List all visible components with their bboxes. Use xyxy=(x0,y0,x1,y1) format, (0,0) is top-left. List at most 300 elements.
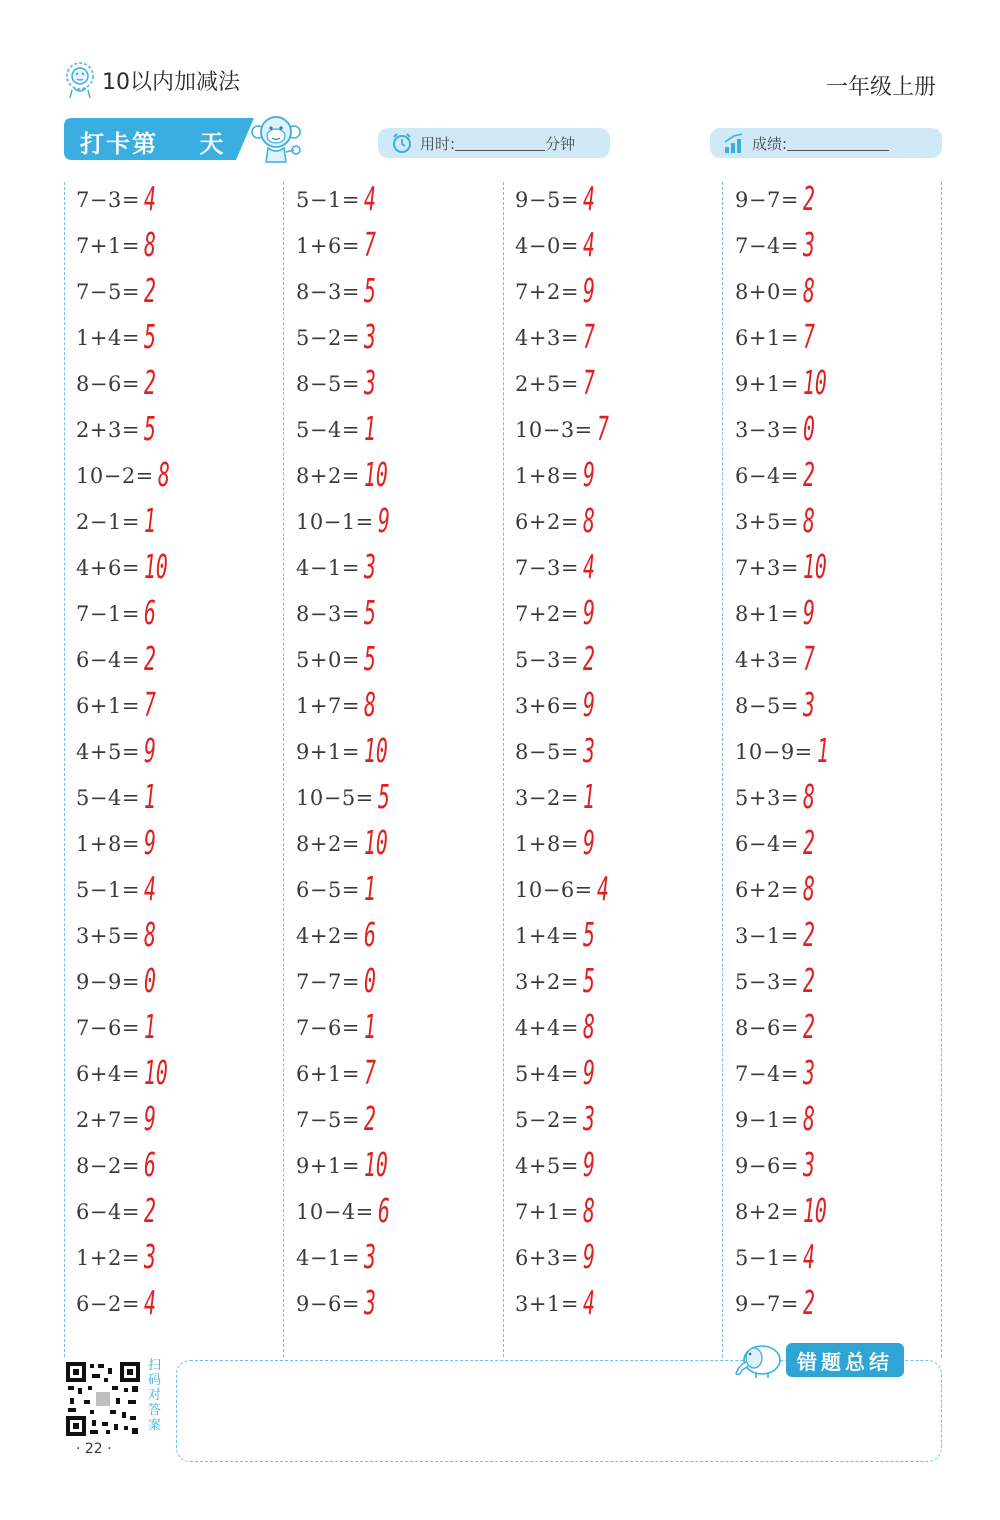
problem-equation: 6−4= xyxy=(76,648,140,672)
problem-row xyxy=(735,1283,945,1332)
handwritten-answer: 4 xyxy=(597,869,609,908)
problem-equation: 9+1= xyxy=(735,372,799,396)
problem-row xyxy=(76,1145,286,1194)
problem-row xyxy=(76,731,286,780)
problem-equation: 7−3= xyxy=(515,556,579,580)
handwritten-answer: 10 xyxy=(364,731,388,770)
problem-equation: 3+1= xyxy=(515,1292,579,1316)
handwritten-answer: 5 xyxy=(364,593,376,632)
handwritten-answer: 1 xyxy=(364,1007,376,1046)
problem-equation: 10−2= xyxy=(76,464,154,488)
handwritten-answer: 3 xyxy=(803,1145,815,1184)
handwritten-answer: 1 xyxy=(583,777,595,816)
handwritten-answer: 4 xyxy=(803,1237,815,1276)
handwritten-answer: 6 xyxy=(364,915,376,954)
handwritten-answer: 9 xyxy=(144,731,156,770)
header-left xyxy=(62,58,240,102)
problem-row xyxy=(515,823,725,872)
problem-equation: 9−7= xyxy=(735,1292,799,1316)
problem-row xyxy=(296,225,506,274)
problem-row xyxy=(515,547,725,596)
problem-equation: 8−2= xyxy=(76,1154,140,1178)
handwritten-answer: 5 xyxy=(378,777,390,816)
problem-row xyxy=(296,1007,506,1056)
problem-row xyxy=(76,869,286,918)
problem-equation: 4+5= xyxy=(76,740,140,764)
problem-row xyxy=(735,961,945,1010)
handwritten-answer: 1 xyxy=(364,409,376,448)
lion-icon xyxy=(62,60,98,100)
problem-equation: 6−2= xyxy=(76,1292,140,1316)
problem-equation: 8−6= xyxy=(735,1016,799,1040)
handwritten-answer: 10 xyxy=(803,363,827,402)
problem-row xyxy=(735,1145,945,1194)
handwritten-answer: 7 xyxy=(803,317,815,356)
problem-equation: 1+4= xyxy=(76,326,140,350)
problem-row xyxy=(515,915,725,964)
handwritten-answer: 7 xyxy=(583,317,595,356)
problem-equation: 7+1= xyxy=(515,1200,579,1224)
time-label: 用时: xyxy=(420,134,456,153)
handwritten-answer: 3 xyxy=(364,1237,376,1276)
problem-row xyxy=(515,271,725,320)
problem-row xyxy=(735,777,945,826)
handwritten-answer: 7 xyxy=(364,1053,376,1092)
problem-equation: 1+8= xyxy=(515,464,579,488)
day-tag xyxy=(64,118,254,160)
problem-row xyxy=(76,501,286,550)
handwritten-answer: 8 xyxy=(583,1191,595,1230)
problem-row xyxy=(735,823,945,872)
problem-row xyxy=(76,1053,286,1102)
time-blank[interactable] xyxy=(455,136,545,151)
problem-row xyxy=(296,961,506,1010)
problem-grid xyxy=(64,179,942,1357)
handwritten-answer: 6 xyxy=(378,1191,390,1230)
problem-row xyxy=(296,869,506,918)
handwritten-answer: 8 xyxy=(583,1007,595,1046)
handwritten-answer: 10 xyxy=(144,1053,168,1092)
problem-row xyxy=(76,961,286,1010)
problem-row xyxy=(515,363,725,412)
problem-equation: 5−1= xyxy=(76,878,140,902)
handwritten-answer: 8 xyxy=(158,455,170,494)
problem-equation: 9−5= xyxy=(515,188,579,212)
problem-row xyxy=(735,1191,945,1240)
handwritten-answer: 6 xyxy=(144,593,156,632)
problem-equation: 1+7= xyxy=(296,694,360,718)
problem-row xyxy=(296,455,506,504)
problem-row xyxy=(515,1283,725,1332)
problem-row xyxy=(735,1099,945,1148)
problem-equation: 3+5= xyxy=(735,510,799,534)
handwritten-answer: 1 xyxy=(144,777,156,816)
problem-equation: 5+3= xyxy=(735,786,799,810)
problem-equation: 9−1= xyxy=(735,1108,799,1132)
problem-row xyxy=(515,179,725,228)
handwritten-answer: 4 xyxy=(144,869,156,908)
problem-equation: 4+6= xyxy=(76,556,140,580)
problem-equation: 4+2= xyxy=(296,924,360,948)
problem-row xyxy=(296,639,506,688)
handwritten-answer: 9 xyxy=(583,823,595,862)
problem-row xyxy=(515,409,725,458)
handwritten-answer: 2 xyxy=(364,1099,376,1138)
problem-equation: 5−2= xyxy=(296,326,360,350)
handwritten-answer: 4 xyxy=(583,225,595,264)
problem-row xyxy=(76,455,286,504)
problem-row xyxy=(296,731,506,780)
problem-equation: 10−1= xyxy=(296,510,374,534)
qr-caption: 扫码对答案 xyxy=(148,1358,162,1433)
problem-equation: 8+1= xyxy=(735,602,799,626)
handwritten-answer: 3 xyxy=(364,317,376,356)
problem-equation: 7−4= xyxy=(735,1062,799,1086)
handwritten-answer: 10 xyxy=(364,1145,388,1184)
problem-row xyxy=(76,823,286,872)
handwritten-answer: 8 xyxy=(803,1099,815,1138)
problem-equation: 10−6= xyxy=(515,878,593,902)
problem-row xyxy=(515,1099,725,1148)
handwritten-answer: 2 xyxy=(583,639,595,678)
handwritten-answer: 3 xyxy=(364,363,376,402)
handwritten-answer: 2 xyxy=(803,1007,815,1046)
problem-equation: 5+4= xyxy=(515,1062,579,1086)
problem-row xyxy=(735,317,945,366)
problem-equation: 7−3= xyxy=(76,188,140,212)
handwritten-answer: 2 xyxy=(803,915,815,954)
handwritten-answer: 10 xyxy=(364,455,388,494)
problem-row xyxy=(76,179,286,228)
problem-row xyxy=(515,685,725,734)
problem-row xyxy=(515,731,725,780)
day-label: 打卡第 天 xyxy=(80,130,226,158)
problem-equation: 2+7= xyxy=(76,1108,140,1132)
problem-equation: 6−4= xyxy=(735,832,799,856)
handwritten-answer: 4 xyxy=(583,1283,595,1322)
workbook-title: 10以内加减法 xyxy=(102,69,240,95)
problem-row xyxy=(296,1283,506,1332)
problem-equation: 8−6= xyxy=(76,372,140,396)
problem-equation: 6−4= xyxy=(76,1200,140,1224)
problem-equation: 10−3= xyxy=(515,418,593,442)
problem-row xyxy=(76,915,286,964)
problem-equation: 9−6= xyxy=(735,1154,799,1178)
handwritten-answer: 8 xyxy=(144,225,156,264)
problem-equation: 6+1= xyxy=(76,694,140,718)
problem-row xyxy=(296,1191,506,1240)
problem-equation: 7−5= xyxy=(296,1108,360,1132)
handwritten-answer: 7 xyxy=(144,685,156,724)
problem-equation: 4−1= xyxy=(296,556,360,580)
problem-equation: 4−0= xyxy=(515,234,579,258)
handwritten-answer: 2 xyxy=(144,363,156,402)
problem-row xyxy=(296,179,506,228)
problem-equation: 7−5= xyxy=(76,280,140,304)
problem-row xyxy=(76,639,286,688)
problem-row xyxy=(735,869,945,918)
time-unit: 分钟 xyxy=(545,134,576,153)
page-number: · 22 · xyxy=(76,1441,112,1457)
problem-row xyxy=(296,317,506,366)
handwritten-answer: 8 xyxy=(144,915,156,954)
problem-row xyxy=(515,639,725,688)
problem-equation: 3+2= xyxy=(515,970,579,994)
problem-row xyxy=(515,593,725,642)
handwritten-answer: 4 xyxy=(144,179,156,218)
problem-equation: 9+1= xyxy=(296,740,360,764)
problem-row xyxy=(735,593,945,642)
column-divider xyxy=(64,182,65,1357)
problem-row xyxy=(515,225,725,274)
problem-equation: 1+8= xyxy=(76,832,140,856)
handwritten-answer: 4 xyxy=(583,547,595,586)
problem-equation: 1+4= xyxy=(515,924,579,948)
problem-row xyxy=(76,1283,286,1332)
handwritten-answer: 3 xyxy=(144,1237,156,1276)
problem-equation: 10−4= xyxy=(296,1200,374,1224)
problem-equation: 7−4= xyxy=(735,234,799,258)
handwritten-answer: 3 xyxy=(803,685,815,724)
problem-row xyxy=(735,1007,945,1056)
problem-row xyxy=(296,823,506,872)
problem-equation: 6+1= xyxy=(296,1062,360,1086)
problem-equation: 2−1= xyxy=(76,510,140,534)
problem-row xyxy=(76,777,286,826)
score-chart-icon xyxy=(722,131,746,155)
problem-row xyxy=(735,1053,945,1102)
problem-equation: 9−6= xyxy=(296,1292,360,1316)
handwritten-answer: 8 xyxy=(364,685,376,724)
problem-row xyxy=(296,777,506,826)
handwritten-answer: 2 xyxy=(144,1191,156,1230)
handwritten-answer: 2 xyxy=(803,961,815,1000)
error-summary-label: 错题总结 xyxy=(786,1343,904,1377)
problem-row xyxy=(76,547,286,596)
alarm-clock-icon xyxy=(390,131,414,155)
handwritten-answer: 2 xyxy=(803,179,815,218)
handwritten-answer: 8 xyxy=(803,869,815,908)
problem-equation: 9−9= xyxy=(76,970,140,994)
problem-row xyxy=(735,179,945,228)
handwritten-answer: 10 xyxy=(144,547,168,586)
problem-row xyxy=(296,501,506,550)
score-label: 成绩: xyxy=(752,134,788,153)
problem-equation: 3+6= xyxy=(515,694,579,718)
problem-row xyxy=(735,409,945,458)
problem-equation: 7−7= xyxy=(296,970,360,994)
handwritten-answer: 8 xyxy=(803,501,815,540)
problem-row xyxy=(515,777,725,826)
problem-equation: 7+1= xyxy=(76,234,140,258)
problem-equation: 8+2= xyxy=(296,464,360,488)
problem-equation: 2+5= xyxy=(515,372,579,396)
handwritten-answer: 2 xyxy=(803,823,815,862)
handwritten-answer: 4 xyxy=(364,179,376,218)
problem-row xyxy=(296,271,506,320)
problem-row xyxy=(76,317,286,366)
problem-row xyxy=(735,685,945,734)
handwritten-answer: 9 xyxy=(144,1099,156,1138)
handwritten-answer: 4 xyxy=(583,179,595,218)
handwritten-answer: 5 xyxy=(144,409,156,448)
handwritten-answer: 9 xyxy=(583,271,595,310)
problem-row xyxy=(296,915,506,964)
problem-equation: 3−1= xyxy=(735,924,799,948)
handwritten-answer: 8 xyxy=(803,777,815,816)
handwritten-answer: 3 xyxy=(583,1099,595,1138)
problem-row xyxy=(735,547,945,596)
problem-equation: 6+4= xyxy=(76,1062,140,1086)
handwritten-answer: 9 xyxy=(583,1145,595,1184)
problem-equation: 4+4= xyxy=(515,1016,579,1040)
handwritten-answer: 0 xyxy=(364,961,376,1000)
problem-row xyxy=(296,363,506,412)
handwritten-answer: 9 xyxy=(583,455,595,494)
handwritten-answer: 9 xyxy=(378,501,390,540)
problem-row xyxy=(296,1237,506,1286)
handwritten-answer: 4 xyxy=(144,1283,156,1322)
problem-equation: 10−5= xyxy=(296,786,374,810)
handwritten-answer: 2 xyxy=(803,1283,815,1322)
problem-equation: 8−5= xyxy=(515,740,579,764)
handwritten-answer: 7 xyxy=(803,639,815,678)
handwritten-answer: 9 xyxy=(583,1237,595,1276)
handwritten-answer: 5 xyxy=(364,639,376,678)
problem-equation: 3−2= xyxy=(515,786,579,810)
problem-equation: 3−3= xyxy=(735,418,799,442)
problem-row xyxy=(76,593,286,642)
qr-code[interactable] xyxy=(64,1360,142,1438)
problem-equation: 7−6= xyxy=(296,1016,360,1040)
handwritten-answer: 5 xyxy=(583,915,595,954)
problem-row xyxy=(76,1099,286,1148)
problem-row xyxy=(735,639,945,688)
problem-equation: 6+1= xyxy=(735,326,799,350)
handwritten-answer: 0 xyxy=(144,961,156,1000)
monkey-icon xyxy=(250,114,308,166)
problem-row xyxy=(76,271,286,320)
handwritten-answer: 9 xyxy=(583,685,595,724)
handwritten-answer: 10 xyxy=(364,823,388,862)
problem-row xyxy=(76,363,286,412)
score-blank[interactable] xyxy=(787,136,889,151)
problem-equation: 7−1= xyxy=(76,602,140,626)
problem-row xyxy=(515,501,725,550)
problem-equation: 8−5= xyxy=(735,694,799,718)
handwritten-answer: 9 xyxy=(583,593,595,632)
problem-equation: 10−9= xyxy=(735,740,813,764)
problem-row xyxy=(515,1191,725,1240)
problem-equation: 3+5= xyxy=(76,924,140,948)
problem-row xyxy=(296,409,506,458)
problem-equation: 5−3= xyxy=(515,648,579,672)
elephant-icon xyxy=(732,1340,786,1380)
problem-equation: 8+2= xyxy=(296,832,360,856)
problem-equation: 9+1= xyxy=(296,1154,360,1178)
handwritten-answer: 3 xyxy=(583,731,595,770)
problem-equation: 5−2= xyxy=(515,1108,579,1132)
handwritten-answer: 1 xyxy=(144,1007,156,1046)
score-field xyxy=(710,128,942,158)
problem-equation: 2+3= xyxy=(76,418,140,442)
problem-row xyxy=(735,501,945,550)
problem-equation: 6+3= xyxy=(515,1246,579,1270)
problem-row xyxy=(735,1237,945,1286)
handwritten-answer: 8 xyxy=(803,271,815,310)
problem-equation: 5−1= xyxy=(735,1246,799,1270)
problem-row xyxy=(515,961,725,1010)
problem-row xyxy=(735,271,945,320)
problem-row xyxy=(76,409,286,458)
problem-equation: 8+0= xyxy=(735,280,799,304)
problem-equation: 7+2= xyxy=(515,280,579,304)
problem-row xyxy=(76,225,286,274)
problem-row xyxy=(515,1237,725,1286)
problem-equation: 1+8= xyxy=(515,832,579,856)
handwritten-answer: 5 xyxy=(364,271,376,310)
problem-row xyxy=(515,1145,725,1194)
problem-equation: 8+2= xyxy=(735,1200,799,1224)
handwritten-answer: 3 xyxy=(803,1053,815,1092)
problem-equation: 5−4= xyxy=(76,786,140,810)
problem-row xyxy=(735,455,945,504)
handwritten-answer: 1 xyxy=(817,731,829,770)
problem-row xyxy=(296,1099,506,1148)
problem-equation: 6+2= xyxy=(735,878,799,902)
problem-row xyxy=(76,1191,286,1240)
problem-row xyxy=(76,1007,286,1056)
problem-equation: 7−6= xyxy=(76,1016,140,1040)
handwritten-answer: 5 xyxy=(583,961,595,1000)
problem-row xyxy=(735,731,945,780)
problem-equation: 5−3= xyxy=(735,970,799,994)
handwritten-answer: 10 xyxy=(803,1191,827,1230)
problem-row xyxy=(296,593,506,642)
handwritten-answer: 8 xyxy=(583,501,595,540)
problem-equation: 1+6= xyxy=(296,234,360,258)
problem-equation: 6−4= xyxy=(735,464,799,488)
handwritten-answer: 1 xyxy=(144,501,156,540)
handwritten-answer: 9 xyxy=(583,1053,595,1092)
handwritten-answer: 7 xyxy=(364,225,376,264)
handwritten-answer: 0 xyxy=(803,409,815,448)
problem-equation: 4+3= xyxy=(515,326,579,350)
problem-equation: 4+3= xyxy=(735,648,799,672)
handwritten-answer: 9 xyxy=(144,823,156,862)
problem-row xyxy=(296,547,506,596)
problem-row xyxy=(515,869,725,918)
handwritten-answer: 7 xyxy=(597,409,609,448)
handwritten-answer: 7 xyxy=(583,363,595,402)
problem-equation: 6+2= xyxy=(515,510,579,534)
problem-row xyxy=(515,1007,725,1056)
problem-row xyxy=(515,455,725,504)
problem-row xyxy=(76,1237,286,1286)
time-field xyxy=(378,128,610,158)
handwritten-answer: 2 xyxy=(144,271,156,310)
problem-equation: 8−3= xyxy=(296,280,360,304)
handwritten-answer: 10 xyxy=(803,547,827,586)
problem-equation: 8−5= xyxy=(296,372,360,396)
problem-equation: 5+0= xyxy=(296,648,360,672)
problem-row xyxy=(515,1053,725,1102)
problem-row xyxy=(515,317,725,366)
grade-label: 一年级上册 xyxy=(825,75,936,100)
problem-equation: 4+5= xyxy=(515,1154,579,1178)
handwritten-answer: 3 xyxy=(364,547,376,586)
handwritten-answer: 2 xyxy=(144,639,156,678)
